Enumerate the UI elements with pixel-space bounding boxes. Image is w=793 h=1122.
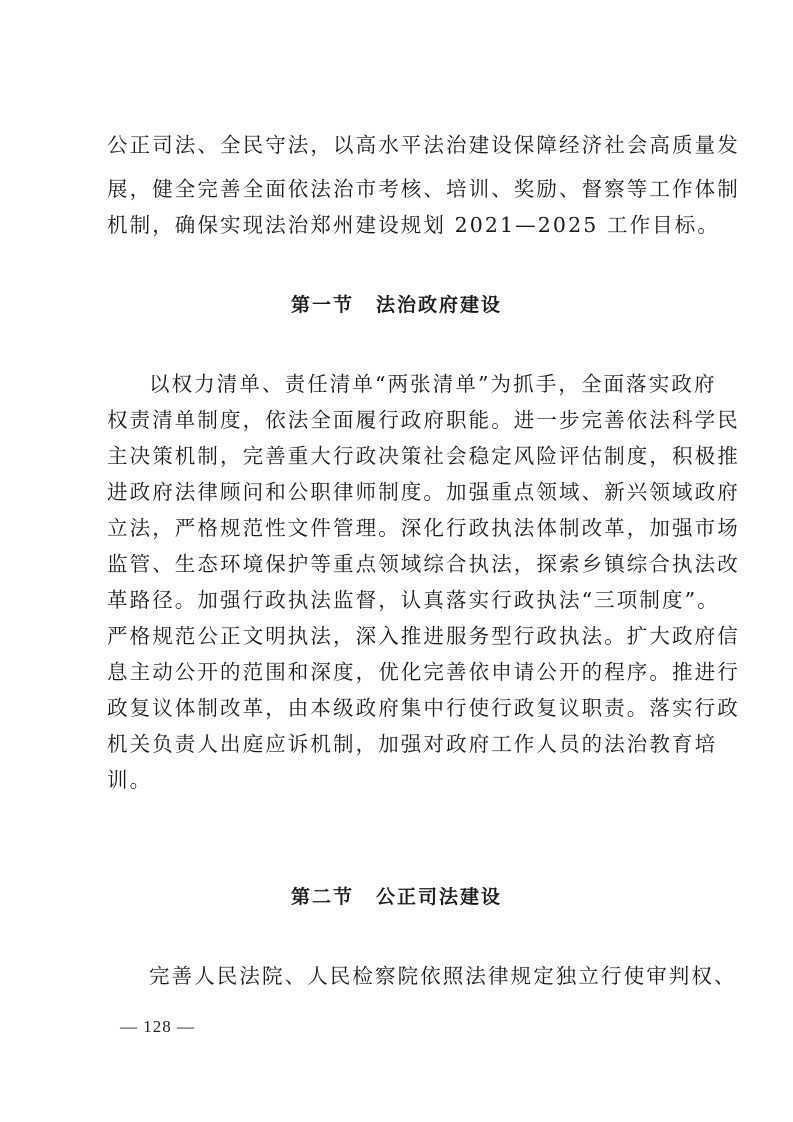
intro-line-1: 公正司法、全民守法，以高水平法治建设保障经济社会高质量发	[107, 133, 740, 157]
section-2-number: 第二节	[290, 886, 354, 908]
section-1-line-3: 主决策机制，完善重大行政决策社会稳定风险评估制度，积极推	[107, 444, 740, 468]
intro-line-3: 机制，确保实现法治郑州建设规划 2021—2025 工作目标。	[107, 213, 720, 237]
section-1-line-4: 进政府法律顾问和公职律师制度。加强重点领域、新兴领域政府	[107, 480, 740, 504]
section-2-title: 公正司法建设	[376, 886, 503, 908]
section-1-line-5: 立法，严格规范性文件管理。深化行政执法体制改革，加强市场	[107, 516, 740, 540]
section-1-number: 第一节	[290, 294, 354, 316]
page-number: — 128 —	[120, 1017, 195, 1036]
section-1-line-6: 监管、生态环境保护等重点领域综合执法，探索乡镇综合执法改	[107, 552, 740, 576]
section-2-line-1: 完善人民法院、人民检察院依照法律规定独立行使审判权、	[149, 964, 737, 988]
section-1-line-10: 政复议体制改革，由本级政府集中行使行政复议职责。落实行政	[107, 696, 740, 720]
section-1-line-8: 严格规范公正文明执法，深入推进服务型行政执法。扩大政府信	[107, 624, 740, 648]
section-1-line-7: 革路径。加强行政执法监督，认真落实行政执法“三项制度”。	[107, 588, 720, 612]
section-1-line-12: 训。	[107, 768, 153, 792]
section-1-line-9: 息主动公开的范围和深度，优化完善依申请公开的程序。推进行	[107, 660, 740, 684]
section-2-heading	[0, 884, 793, 910]
section-1-line-1: 以权力清单、责任清单“两张清单”为抓手，全面落实政府	[149, 372, 717, 396]
section-1-title: 法治政府建设	[376, 294, 503, 316]
intro-line-2: 展，健全完善全面依法治市考核、培训、奖励、督察等工作体制	[107, 177, 740, 201]
section-1-heading	[0, 292, 793, 318]
section-1-line-2: 权责清单制度，依法全面履行政府职能。进一步完善依法科学民	[107, 408, 740, 432]
section-1-line-11: 机关负责人出庭应诉机制，加强对政府工作人员的法治教育培	[107, 732, 718, 756]
